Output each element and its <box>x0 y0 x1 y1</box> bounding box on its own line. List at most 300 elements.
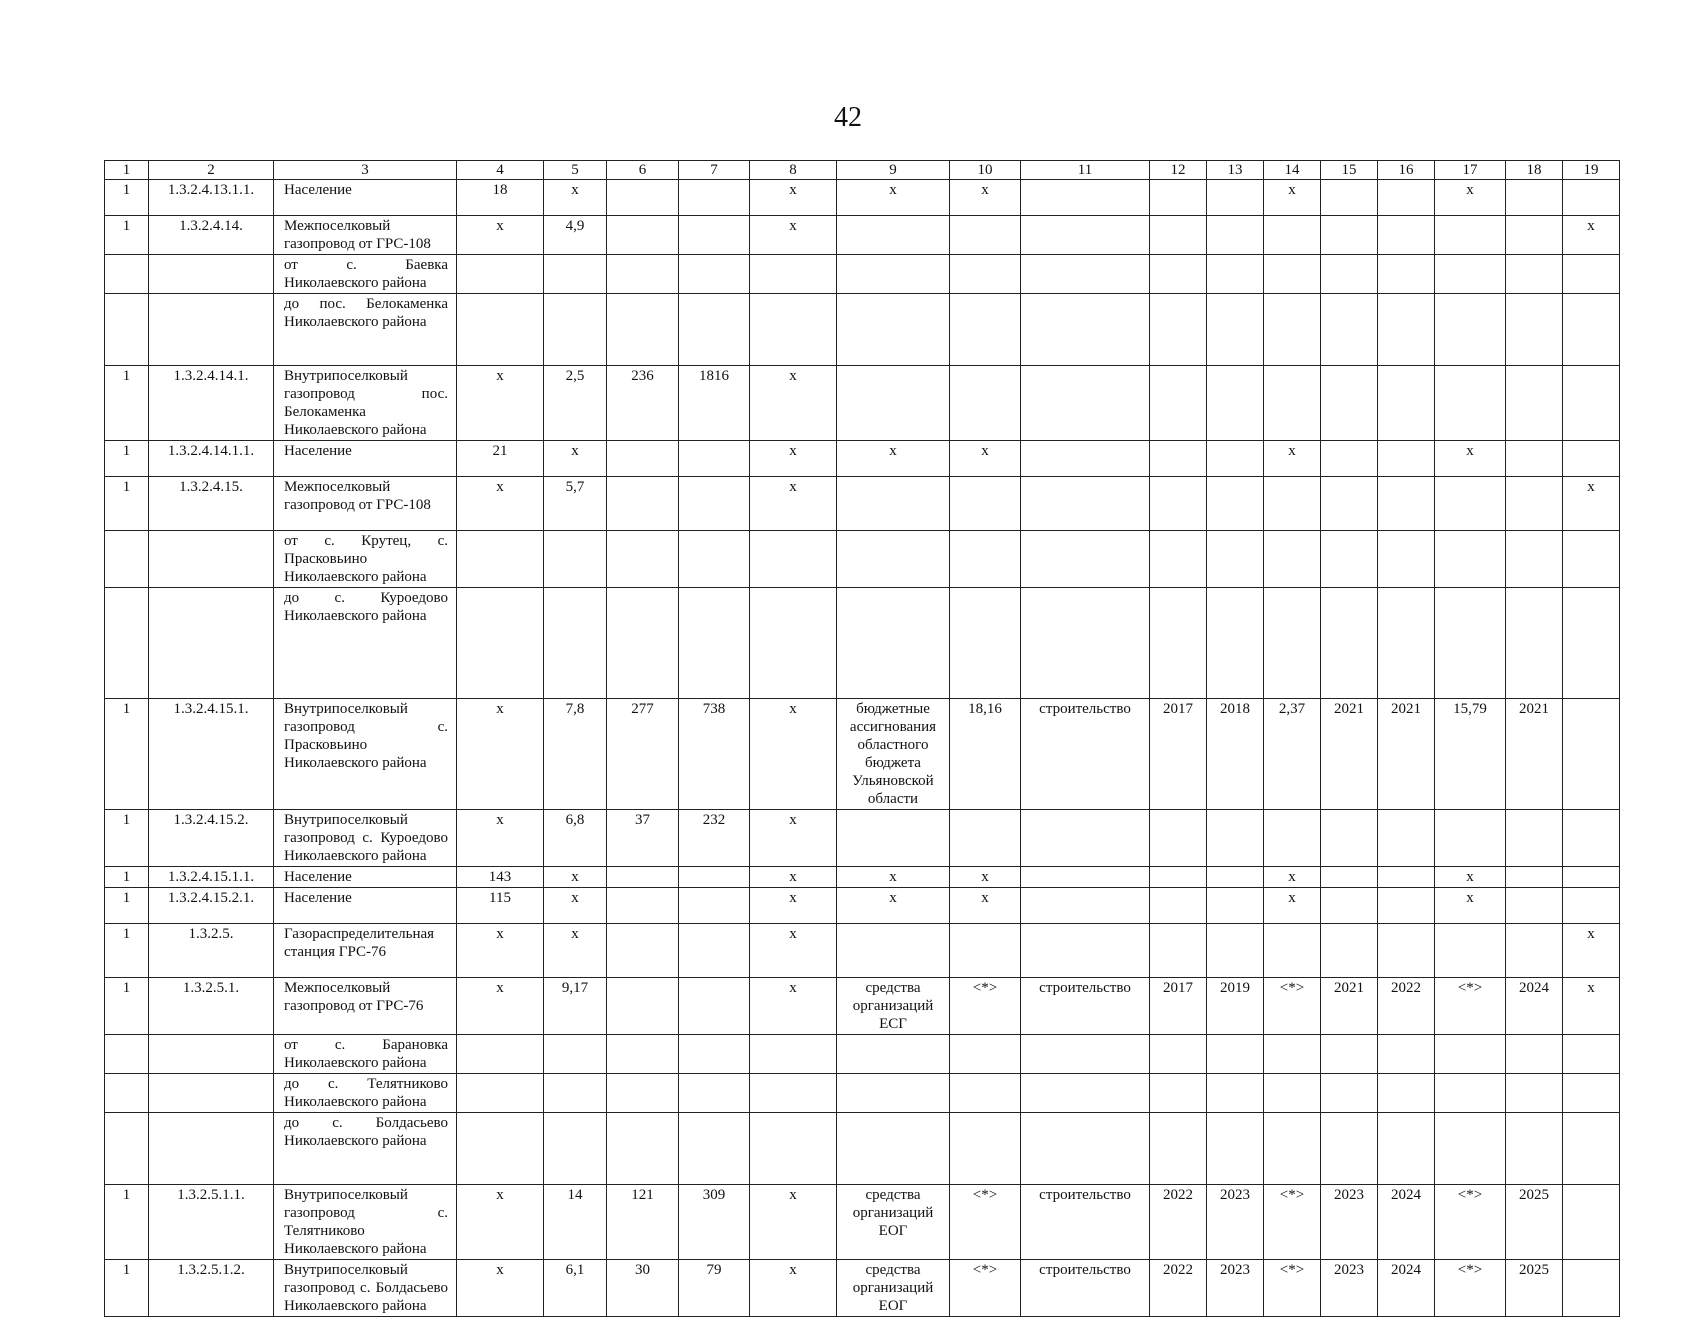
table-cell-col3: от с. Барановка Николаевского района <box>274 1035 457 1074</box>
table-cell-col3: от с. Крутец, с. Прасковьино Николаевского района <box>274 531 457 588</box>
table-row <box>105 924 1620 978</box>
header-cell-8: 8 <box>750 161 837 180</box>
header-cell-1: 1 <box>105 161 149 180</box>
table-cell-col9: х <box>837 441 950 477</box>
table-cell-col12 <box>1150 477 1207 531</box>
table-cell-col11 <box>1021 810 1150 867</box>
table-cell-col2 <box>149 531 274 588</box>
table-cell-col17: х <box>1435 180 1506 216</box>
header-cell-10: 10 <box>950 161 1021 180</box>
table-cell-col6: 236 <box>607 366 679 441</box>
table-cell-col5: 5,7 <box>544 477 607 531</box>
table-cell-col7 <box>679 441 750 477</box>
table-cell-col16: 2021 <box>1378 699 1435 810</box>
table-row <box>105 294 1620 366</box>
table-cell-col3: Межпоселковый газопровод от ГРС-108 <box>274 216 457 255</box>
table-cell-col11 <box>1021 441 1150 477</box>
table-cell-col1: 1 <box>105 477 149 531</box>
table-cell-col19: х <box>1563 477 1620 531</box>
table-cell-col11: строительство <box>1021 1185 1150 1260</box>
table-cell-col8: х <box>750 441 837 477</box>
table-cell-col4: х <box>457 699 544 810</box>
table-cell-col13 <box>1207 294 1264 366</box>
table-cell-col6 <box>607 924 679 978</box>
table-cell-col13 <box>1207 1074 1264 1113</box>
table-cell-col3: Население <box>274 867 457 888</box>
table-cell-col13 <box>1207 216 1264 255</box>
table-cell-col11 <box>1021 867 1150 888</box>
table-cell-col14 <box>1264 366 1321 441</box>
table-cell-col5: 14 <box>544 1185 607 1260</box>
table-cell-col15 <box>1321 924 1378 978</box>
table-cell-col11: строительство <box>1021 1260 1150 1317</box>
table-cell-col12 <box>1150 531 1207 588</box>
table-cell-col17: 15,79 <box>1435 699 1506 810</box>
table-cell-col11 <box>1021 477 1150 531</box>
table-cell-col6 <box>607 867 679 888</box>
table-cell-col5: х <box>544 867 607 888</box>
table-cell-col11 <box>1021 294 1150 366</box>
table-cell-col3: Внутрипоселковый газопровод с. Болдасьево Николаевского района <box>274 1260 457 1317</box>
table-cell-col9: х <box>837 888 950 924</box>
table-row <box>105 1260 1620 1317</box>
table-cell-col16 <box>1378 366 1435 441</box>
table-cell-col1: 1 <box>105 1185 149 1260</box>
table-cell-col19 <box>1563 588 1620 699</box>
table-cell-col7: 1816 <box>679 366 750 441</box>
table-header-row <box>105 161 1620 180</box>
table-cell-col6 <box>607 294 679 366</box>
table-cell-col14 <box>1264 588 1321 699</box>
table-cell-col3: до с. Телятниково Николаевского района <box>274 1074 457 1113</box>
table-cell-col15 <box>1321 1074 1378 1113</box>
table-cell-col6 <box>607 180 679 216</box>
table-cell-col4: х <box>457 477 544 531</box>
table-cell-col1: 1 <box>105 1260 149 1317</box>
table-cell-col16 <box>1378 180 1435 216</box>
table-cell-col7 <box>679 294 750 366</box>
table-cell-col9: бюджетные ассигнования областного бюджета Ульяновской области <box>837 699 950 810</box>
header-cell-12: 12 <box>1150 161 1207 180</box>
table-cell-col1 <box>105 588 149 699</box>
table-cell-col16 <box>1378 1035 1435 1074</box>
table-cell-col18: 2025 <box>1506 1185 1563 1260</box>
table-cell-col3: Внутрипоселковый газопровод пос. Белокаменка Николаевского района <box>274 366 457 441</box>
table-cell-col15 <box>1321 1035 1378 1074</box>
table-cell-col6 <box>607 1113 679 1185</box>
table-cell-col18 <box>1506 867 1563 888</box>
table-cell-col18 <box>1506 180 1563 216</box>
header-cell-5: 5 <box>544 161 607 180</box>
header-cell-16: 16 <box>1378 161 1435 180</box>
table-cell-col9 <box>837 294 950 366</box>
table-cell-col15 <box>1321 531 1378 588</box>
table-cell-col14 <box>1264 477 1321 531</box>
header-cell-15: 15 <box>1321 161 1378 180</box>
table-cell-col2: 1.3.2.4.14.1. <box>149 366 274 441</box>
table-cell-col8 <box>750 1074 837 1113</box>
table-cell-col19 <box>1563 1113 1620 1185</box>
table-cell-col15 <box>1321 294 1378 366</box>
table-cell-col4 <box>457 1074 544 1113</box>
table-cell-col14: х <box>1264 888 1321 924</box>
table-cell-col14: <*> <box>1264 978 1321 1035</box>
table-cell-col18 <box>1506 255 1563 294</box>
table-cell-col6 <box>607 477 679 531</box>
table-cell-col6 <box>607 1074 679 1113</box>
table-cell-col15 <box>1321 477 1378 531</box>
table-cell-col2: 1.3.2.4.14.1.1. <box>149 441 274 477</box>
table-cell-col10 <box>950 588 1021 699</box>
table-cell-col17: <*> <box>1435 1185 1506 1260</box>
table-cell-col4: х <box>457 924 544 978</box>
table-row <box>105 1185 1620 1260</box>
table-cell-col12 <box>1150 1035 1207 1074</box>
table-cell-col19 <box>1563 255 1620 294</box>
table-cell-col16 <box>1378 1074 1435 1113</box>
table-cell-col12 <box>1150 810 1207 867</box>
table-cell-col13 <box>1207 1035 1264 1074</box>
table-cell-col13 <box>1207 588 1264 699</box>
table-cell-col9 <box>837 1074 950 1113</box>
header-cell-17: 17 <box>1435 161 1506 180</box>
table-cell-col5: х <box>544 180 607 216</box>
table-cell-col11: строительство <box>1021 699 1150 810</box>
table-cell-col5: х <box>544 924 607 978</box>
table-row <box>105 255 1620 294</box>
table-cell-col7 <box>679 888 750 924</box>
table-row <box>105 699 1620 810</box>
table-cell-col12 <box>1150 441 1207 477</box>
table-cell-col19 <box>1563 294 1620 366</box>
table-cell-col3: до пос. Белокаменка Николаевского района <box>274 294 457 366</box>
header-cell-2: 2 <box>149 161 274 180</box>
table-cell-col5 <box>544 255 607 294</box>
table-cell-col12 <box>1150 294 1207 366</box>
table-cell-col6 <box>607 588 679 699</box>
table-cell-col19 <box>1563 1074 1620 1113</box>
table-cell-col15 <box>1321 1113 1378 1185</box>
table-cell-col16 <box>1378 888 1435 924</box>
table-cell-col12 <box>1150 180 1207 216</box>
table-cell-col5: 2,5 <box>544 366 607 441</box>
table-cell-col19 <box>1563 531 1620 588</box>
table-cell-col16 <box>1378 441 1435 477</box>
table-cell-col17 <box>1435 1113 1506 1185</box>
table-cell-col19 <box>1563 810 1620 867</box>
table-cell-col15: 2023 <box>1321 1185 1378 1260</box>
table-cell-col1: 1 <box>105 216 149 255</box>
table-cell-col19 <box>1563 699 1620 810</box>
table-cell-col2 <box>149 588 274 699</box>
table-cell-col12 <box>1150 1074 1207 1113</box>
table-cell-col14 <box>1264 810 1321 867</box>
table-cell-col13 <box>1207 366 1264 441</box>
table-cell-col10 <box>950 477 1021 531</box>
table-cell-col8: х <box>750 1185 837 1260</box>
table-cell-col11 <box>1021 180 1150 216</box>
table-cell-col7 <box>679 1074 750 1113</box>
table-cell-col2 <box>149 1035 274 1074</box>
table-cell-col15 <box>1321 180 1378 216</box>
table-cell-col7 <box>679 588 750 699</box>
table-cell-col3: до с. Куроедово Николаевского района <box>274 588 457 699</box>
table-cell-col8: х <box>750 888 837 924</box>
table-cell-col4: х <box>457 216 544 255</box>
table-cell-col14 <box>1264 924 1321 978</box>
table-row <box>105 588 1620 699</box>
table-cell-col14 <box>1264 1113 1321 1185</box>
table-cell-col5: 6,1 <box>544 1260 607 1317</box>
table-cell-col12 <box>1150 588 1207 699</box>
table-cell-col15: 2023 <box>1321 1260 1378 1317</box>
table-cell-col14: х <box>1264 180 1321 216</box>
table-cell-col7: 738 <box>679 699 750 810</box>
table-row <box>105 531 1620 588</box>
table-cell-col13: 2018 <box>1207 699 1264 810</box>
table-cell-col17: х <box>1435 888 1506 924</box>
table-cell-col6: 30 <box>607 1260 679 1317</box>
table-cell-col19 <box>1563 867 1620 888</box>
table-cell-col17 <box>1435 1035 1506 1074</box>
table-cell-col6: 277 <box>607 699 679 810</box>
table-cell-col12 <box>1150 1113 1207 1185</box>
header-cell-6: 6 <box>607 161 679 180</box>
table-cell-col14 <box>1264 1074 1321 1113</box>
table-row <box>105 1074 1620 1113</box>
table-cell-col4 <box>457 531 544 588</box>
table-cell-col1 <box>105 1113 149 1185</box>
table-cell-col7 <box>679 216 750 255</box>
table-cell-col1 <box>105 294 149 366</box>
table-cell-col16 <box>1378 216 1435 255</box>
table-cell-col9 <box>837 531 950 588</box>
table-cell-col11 <box>1021 366 1150 441</box>
table-cell-col1 <box>105 1035 149 1074</box>
table-cell-col6 <box>607 978 679 1035</box>
table-cell-col17 <box>1435 588 1506 699</box>
table-cell-col8: х <box>750 477 837 531</box>
table-cell-col16 <box>1378 255 1435 294</box>
table-cell-col19 <box>1563 1035 1620 1074</box>
table-cell-col1: 1 <box>105 978 149 1035</box>
table-cell-col6 <box>607 888 679 924</box>
table-cell-col9 <box>837 477 950 531</box>
table-cell-col17: <*> <box>1435 978 1506 1035</box>
table-cell-col18 <box>1506 810 1563 867</box>
table-cell-col17 <box>1435 810 1506 867</box>
table-cell-col10 <box>950 924 1021 978</box>
table-cell-col7: 79 <box>679 1260 750 1317</box>
header-cell-9: 9 <box>837 161 950 180</box>
table-cell-col4: х <box>457 978 544 1035</box>
table-cell-col17: х <box>1435 867 1506 888</box>
table-cell-col10 <box>950 1113 1021 1185</box>
table-cell-col16: 2022 <box>1378 978 1435 1035</box>
table-cell-col4 <box>457 588 544 699</box>
table-cell-col14 <box>1264 531 1321 588</box>
table-cell-col17: х <box>1435 441 1506 477</box>
table-cell-col6 <box>607 255 679 294</box>
table-cell-col6 <box>607 441 679 477</box>
table-cell-col16 <box>1378 810 1435 867</box>
table-cell-col14 <box>1264 255 1321 294</box>
table-cell-col1: 1 <box>105 699 149 810</box>
table-cell-col1 <box>105 255 149 294</box>
table-cell-col8: х <box>750 810 837 867</box>
table-cell-col2: 1.3.2.4.15.2.1. <box>149 888 274 924</box>
table-cell-col4: х <box>457 810 544 867</box>
table-cell-col8: х <box>750 1260 837 1317</box>
table-cell-col5 <box>544 588 607 699</box>
table-cell-col5 <box>544 1074 607 1113</box>
table-cell-col5: 7,8 <box>544 699 607 810</box>
table-cell-col13 <box>1207 180 1264 216</box>
table-cell-col11: строительство <box>1021 978 1150 1035</box>
table-cell-col1 <box>105 1074 149 1113</box>
table-cell-col2: 1.3.2.5.1.1. <box>149 1185 274 1260</box>
table-row <box>105 978 1620 1035</box>
table-row <box>105 1113 1620 1185</box>
table-cell-col18 <box>1506 888 1563 924</box>
table-cell-col18: 2025 <box>1506 1260 1563 1317</box>
table-cell-col12: 2017 <box>1150 978 1207 1035</box>
table-cell-col14: <*> <box>1264 1185 1321 1260</box>
table-cell-col2: 1.3.2.4.15.1. <box>149 699 274 810</box>
table-cell-col17 <box>1435 924 1506 978</box>
table-cell-col18 <box>1506 1074 1563 1113</box>
table-cell-col14: х <box>1264 867 1321 888</box>
table-cell-col16 <box>1378 477 1435 531</box>
table-cell-col3: Внутрипоселковый газопровод с. Телятниково Николаевского района <box>274 1185 457 1260</box>
table-cell-col3: Население <box>274 180 457 216</box>
table-cell-col15 <box>1321 441 1378 477</box>
table-cell-col12 <box>1150 216 1207 255</box>
table-cell-col18: 2021 <box>1506 699 1563 810</box>
table-cell-col5: 9,17 <box>544 978 607 1035</box>
table-cell-col11 <box>1021 888 1150 924</box>
table-cell-col6 <box>607 1035 679 1074</box>
table-cell-col8: х <box>750 216 837 255</box>
table-cell-col17 <box>1435 216 1506 255</box>
table-row <box>105 216 1620 255</box>
table-cell-col17 <box>1435 1074 1506 1113</box>
table-cell-col10 <box>950 216 1021 255</box>
table-cell-col3: от с. Баевка Николаевского района <box>274 255 457 294</box>
table-cell-col4 <box>457 294 544 366</box>
table-cell-col13: 2023 <box>1207 1185 1264 1260</box>
table-cell-col2: 1.3.2.5. <box>149 924 274 978</box>
table-cell-col5: 6,8 <box>544 810 607 867</box>
table-cell-col1: 1 <box>105 888 149 924</box>
table-cell-col13 <box>1207 441 1264 477</box>
table-cell-col16 <box>1378 924 1435 978</box>
table-cell-col2: 1.3.2.5.1. <box>149 978 274 1035</box>
table-cell-col2 <box>149 255 274 294</box>
table-cell-col9: средства организаций ЕСГ <box>837 978 950 1035</box>
table-cell-col18 <box>1506 441 1563 477</box>
table-cell-col2 <box>149 294 274 366</box>
table-cell-col18 <box>1506 366 1563 441</box>
table-cell-col3: Население <box>274 441 457 477</box>
table-cell-col4 <box>457 255 544 294</box>
table-cell-col16 <box>1378 588 1435 699</box>
table-cell-col16: 2024 <box>1378 1185 1435 1260</box>
table-cell-col19 <box>1563 366 1620 441</box>
table-cell-col12 <box>1150 888 1207 924</box>
table-cell-col13 <box>1207 531 1264 588</box>
table-cell-col7: 309 <box>679 1185 750 1260</box>
table-cell-col19 <box>1563 1185 1620 1260</box>
table-cell-col15 <box>1321 867 1378 888</box>
table-cell-col16 <box>1378 531 1435 588</box>
table-cell-col3: Межпоселковый газопровод от ГРС-76 <box>274 978 457 1035</box>
table-cell-col18: 2024 <box>1506 978 1563 1035</box>
table-cell-col4: х <box>457 1185 544 1260</box>
table-cell-col8: х <box>750 978 837 1035</box>
table-cell-col16 <box>1378 294 1435 366</box>
table-cell-col9 <box>837 255 950 294</box>
table-cell-col5: 4,9 <box>544 216 607 255</box>
table-cell-col8: х <box>750 699 837 810</box>
table-cell-col6: 121 <box>607 1185 679 1260</box>
table-cell-col2: 1.3.2.4.15.2. <box>149 810 274 867</box>
table-cell-col12 <box>1150 924 1207 978</box>
table-cell-col14 <box>1264 1035 1321 1074</box>
table-body <box>105 161 1620 1317</box>
table-cell-col4: х <box>457 1260 544 1317</box>
table-cell-col18 <box>1506 588 1563 699</box>
table-cell-col8 <box>750 1113 837 1185</box>
table-cell-col4: 18 <box>457 180 544 216</box>
table-row <box>105 441 1620 477</box>
table-cell-col19 <box>1563 441 1620 477</box>
table-cell-col16: 2024 <box>1378 1260 1435 1317</box>
table-cell-col3: до с. Болдасьево Николаевского района <box>274 1113 457 1185</box>
table-cell-col15 <box>1321 255 1378 294</box>
table-cell-col6 <box>607 216 679 255</box>
table-cell-col9: х <box>837 180 950 216</box>
table-cell-col10: <*> <box>950 978 1021 1035</box>
table-cell-col16 <box>1378 867 1435 888</box>
table-cell-col9 <box>837 1035 950 1074</box>
table-cell-col11 <box>1021 924 1150 978</box>
table-cell-col1 <box>105 531 149 588</box>
table-cell-col14: 2,37 <box>1264 699 1321 810</box>
table-cell-col11 <box>1021 588 1150 699</box>
table-cell-col4 <box>457 1035 544 1074</box>
table-cell-col7 <box>679 867 750 888</box>
table-cell-col1: 1 <box>105 810 149 867</box>
table-cell-col15 <box>1321 888 1378 924</box>
table-cell-col9 <box>837 216 950 255</box>
table-cell-col7 <box>679 180 750 216</box>
table-cell-col10 <box>950 294 1021 366</box>
table-cell-col18 <box>1506 531 1563 588</box>
header-cell-13: 13 <box>1207 161 1264 180</box>
table-cell-col12: 2017 <box>1150 699 1207 810</box>
table-cell-col18 <box>1506 477 1563 531</box>
table-cell-col19: х <box>1563 216 1620 255</box>
table-cell-col11 <box>1021 216 1150 255</box>
table-cell-col11 <box>1021 1035 1150 1074</box>
table-cell-col2: 1.3.2.5.1.2. <box>149 1260 274 1317</box>
data-table <box>104 160 1620 1317</box>
table-cell-col4: 21 <box>457 441 544 477</box>
table-cell-col2 <box>149 1074 274 1113</box>
header-cell-4: 4 <box>457 161 544 180</box>
table-cell-col9 <box>837 924 950 978</box>
